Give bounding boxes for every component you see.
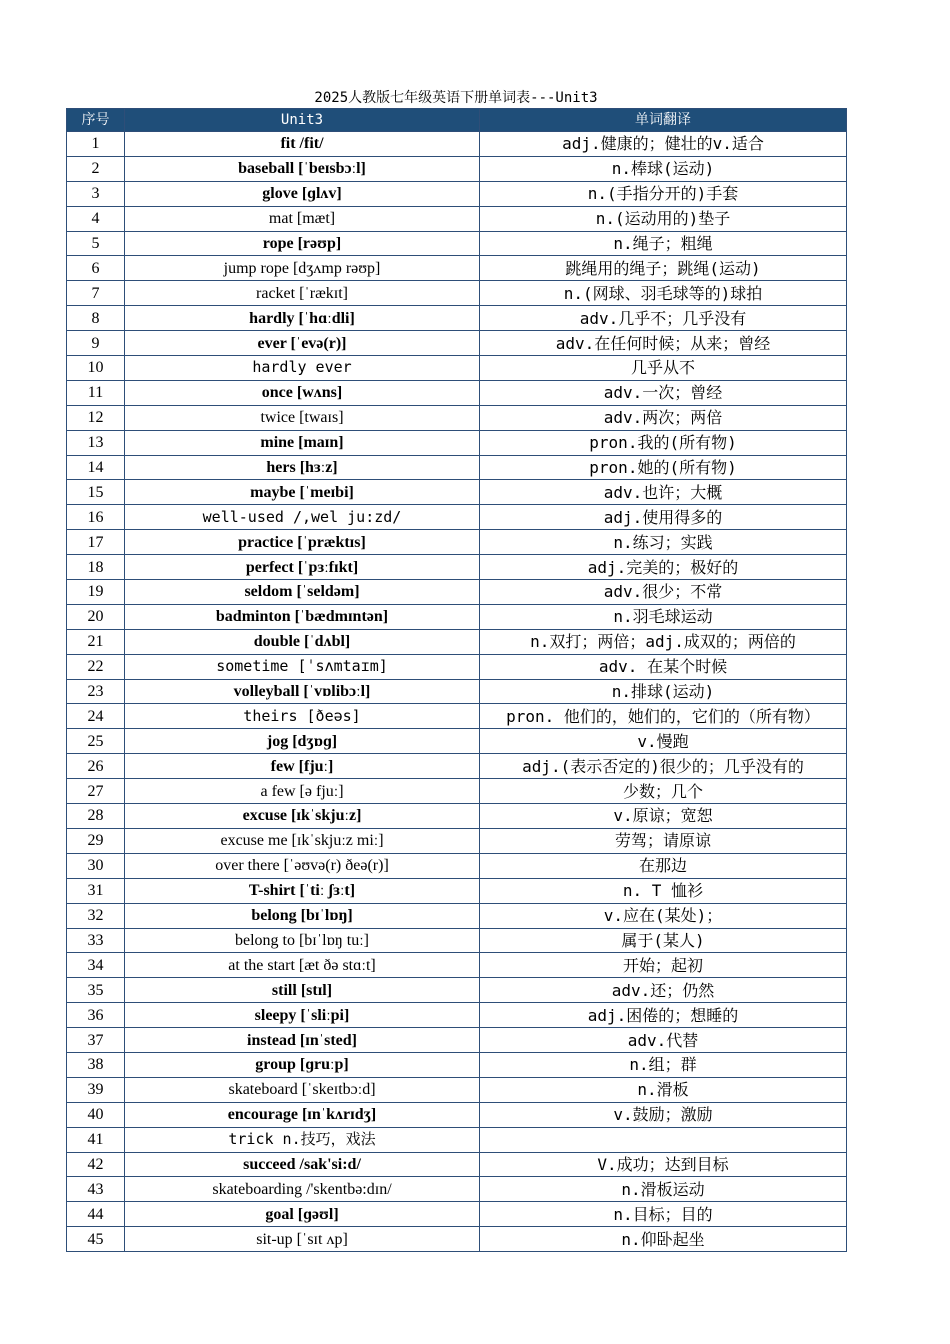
row-number: 18 — [67, 555, 125, 580]
row-meaning: adj.完美的；极好的 — [480, 555, 847, 580]
table-row — [67, 530, 847, 555]
table-row — [67, 1177, 847, 1202]
row-meaning: adv.很少；不常 — [480, 580, 847, 605]
row-word: still [stɪl] — [125, 978, 480, 1003]
table-row — [67, 1028, 847, 1053]
row-number: 25 — [67, 729, 125, 754]
row-number: 6 — [67, 256, 125, 281]
table-row — [67, 903, 847, 928]
table-row — [67, 654, 847, 679]
row-number: 24 — [67, 704, 125, 729]
row-word: sleepy [ˈsliːpi] — [125, 1003, 480, 1028]
row-number: 38 — [67, 1052, 125, 1077]
table-row — [67, 604, 847, 629]
table-row — [67, 430, 847, 455]
row-meaning: pron.她的(所有物) — [480, 455, 847, 480]
row-meaning: 跳绳用的绳子；跳绳(运动) — [480, 256, 847, 281]
row-number: 5 — [67, 231, 125, 256]
row-word: encourage [ɪnˈkʌrɪdʒ] — [125, 1102, 480, 1127]
table-row — [67, 1077, 847, 1102]
table-row — [67, 281, 847, 306]
row-meaning: 属于(某人) — [480, 928, 847, 953]
row-word: baseball [ˈbeɪsbɔːl] — [125, 156, 480, 181]
row-word: jump rope [dʒʌmp rəʊp] — [125, 256, 480, 281]
row-meaning: adj.(表示否定的)很少的；几乎没有的 — [480, 754, 847, 779]
row-meaning: adj.健康的；健壮的v.适合 — [480, 132, 847, 157]
table-row — [67, 206, 847, 231]
row-word: goal [ɡəʊl] — [125, 1202, 480, 1227]
row-meaning: v.慢跑 — [480, 729, 847, 754]
table-row — [67, 380, 847, 405]
row-word: excuse me [ɪkˈskjuːz miː] — [125, 828, 480, 853]
row-word: once [wʌns] — [125, 380, 480, 405]
row-meaning: n.(手指分开的)手套 — [480, 181, 847, 206]
row-number: 21 — [67, 629, 125, 654]
row-meaning: v.应在(某处)； — [480, 903, 847, 928]
row-number: 45 — [67, 1227, 125, 1252]
row-word: a few [ə fjuː] — [125, 779, 480, 804]
table-row — [67, 1003, 847, 1028]
row-word: hardly ever — [125, 356, 480, 381]
row-meaning: n.羽毛球运动 — [480, 604, 847, 629]
row-meaning — [480, 1127, 847, 1152]
page-title: 2025人教版七年级英语下册单词表---Unit3 — [314, 90, 598, 106]
row-meaning: n.(运动用的)垫子 — [480, 206, 847, 231]
row-number: 30 — [67, 853, 125, 878]
row-meaning: n.绳子；粗绳 — [480, 231, 847, 256]
table-row — [67, 828, 847, 853]
row-word: belong to [bɪˈlɒŋ tuː] — [125, 928, 480, 953]
row-number: 4 — [67, 206, 125, 231]
table-row — [67, 953, 847, 978]
row-word: maybe [ˈmeɪbi] — [125, 480, 480, 505]
row-word: twice [twaɪs] — [125, 405, 480, 430]
row-meaning: 开始；起初 — [480, 953, 847, 978]
row-meaning: n.双打；两倍；adj.成双的；两倍的 — [480, 629, 847, 654]
row-number: 9 — [67, 331, 125, 356]
table-row — [67, 754, 847, 779]
row-word: double [ˈdʌbl] — [125, 629, 480, 654]
table-row — [67, 804, 847, 829]
table-row — [67, 629, 847, 654]
row-number: 33 — [67, 928, 125, 953]
row-number: 19 — [67, 580, 125, 605]
table-row — [67, 455, 847, 480]
row-meaning: n.滑板运动 — [480, 1177, 847, 1202]
row-meaning: n.排球(运动) — [480, 679, 847, 704]
table-row — [67, 1152, 847, 1177]
row-word: over there [ˈəʊvə(r) ðeə(r)] — [125, 853, 480, 878]
table-row — [67, 480, 847, 505]
row-word: instead [ɪnˈsted] — [125, 1028, 480, 1053]
row-number: 20 — [67, 604, 125, 629]
row-meaning: 几乎从不 — [480, 356, 847, 381]
table-row — [67, 1052, 847, 1077]
table-row — [67, 779, 847, 804]
row-word: sometime [ˈsʌmtaɪm] — [125, 654, 480, 679]
row-meaning: pron.我的(所有物) — [480, 430, 847, 455]
row-number: 35 — [67, 978, 125, 1003]
row-word: fit /fit/ — [125, 132, 480, 157]
row-number: 44 — [67, 1202, 125, 1227]
row-word: volleyball [ˈvɒlibɔːl] — [125, 679, 480, 704]
table-row — [67, 704, 847, 729]
table-row — [67, 853, 847, 878]
row-meaning: adv.几乎不；几乎没有 — [480, 306, 847, 331]
row-number: 1 — [67, 132, 125, 157]
table-row — [67, 729, 847, 754]
row-meaning: adv.在任何时候；从来；曾经 — [480, 331, 847, 356]
table-row — [67, 555, 847, 580]
row-word: racket [ˈrækɪt] — [125, 281, 480, 306]
table-row — [67, 679, 847, 704]
row-meaning: n.目标；目的 — [480, 1202, 847, 1227]
row-number: 31 — [67, 878, 125, 903]
table-row — [67, 156, 847, 181]
row-meaning: v.鼓励；激励 — [480, 1102, 847, 1127]
row-word: group [ɡruːp] — [125, 1052, 480, 1077]
row-meaning: n.棒球(运动) — [480, 156, 847, 181]
row-number: 37 — [67, 1028, 125, 1053]
table-row — [67, 580, 847, 605]
row-meaning: adv.也许；大概 — [480, 480, 847, 505]
row-word: trick n.技巧，戏法 — [125, 1127, 480, 1152]
table-body — [67, 132, 847, 1252]
row-word: theirs [ðeəs] — [125, 704, 480, 729]
row-meaning: adj.使用得多的 — [480, 505, 847, 530]
row-number: 17 — [67, 530, 125, 555]
header-meaning: 单词翻译 — [480, 109, 847, 132]
row-meaning: 少数；几个 — [480, 779, 847, 804]
table-row — [67, 878, 847, 903]
row-number: 28 — [67, 804, 125, 829]
vocabulary-table — [66, 108, 847, 1252]
row-meaning: n.练习；实践 — [480, 530, 847, 555]
row-number: 22 — [67, 654, 125, 679]
row-number: 27 — [67, 779, 125, 804]
row-meaning: n.组；群 — [480, 1052, 847, 1077]
row-meaning: V.成功；达到目标 — [480, 1152, 847, 1177]
row-word: excuse [ɪkˈskjuːz] — [125, 804, 480, 829]
row-number: 36 — [67, 1003, 125, 1028]
row-meaning: adv. 在某个时候 — [480, 654, 847, 679]
row-number: 29 — [67, 828, 125, 853]
row-word: few [fjuː] — [125, 754, 480, 779]
table-row — [67, 231, 847, 256]
table-header-row — [67, 109, 847, 132]
table-row — [67, 1202, 847, 1227]
row-word: hers [hɜːz] — [125, 455, 480, 480]
row-word: seldom [ˈseldəm] — [125, 580, 480, 605]
row-number: 12 — [67, 405, 125, 430]
row-word: hardly [ˈhɑːdli] — [125, 306, 480, 331]
row-meaning: v.原谅；宽恕 — [480, 804, 847, 829]
row-word: practice [ˈpræktɪs] — [125, 530, 480, 555]
row-number: 39 — [67, 1077, 125, 1102]
row-number: 2 — [67, 156, 125, 181]
row-meaning: 劳驾；请原谅 — [480, 828, 847, 853]
row-word: glove [ɡlʌv] — [125, 181, 480, 206]
row-meaning: n.仰卧起坐 — [480, 1227, 847, 1252]
row-number: 32 — [67, 903, 125, 928]
row-word: perfect [ˈpɜːfɪkt] — [125, 555, 480, 580]
row-number: 41 — [67, 1127, 125, 1152]
table-row — [67, 181, 847, 206]
row-word: mat [mæt] — [125, 206, 480, 231]
table-row — [67, 505, 847, 530]
row-meaning: adv.代替 — [480, 1028, 847, 1053]
table-row — [67, 331, 847, 356]
row-number: 16 — [67, 505, 125, 530]
row-word: at the start [æt ðə stɑːt] — [125, 953, 480, 978]
row-meaning: 在那边 — [480, 853, 847, 878]
row-number: 3 — [67, 181, 125, 206]
table-row — [67, 1102, 847, 1127]
table-row — [67, 306, 847, 331]
row-number: 10 — [67, 356, 125, 381]
row-number: 26 — [67, 754, 125, 779]
row-number: 14 — [67, 455, 125, 480]
row-word: T-shirt [ˈtiː ʃɜːt] — [125, 878, 480, 903]
row-number: 34 — [67, 953, 125, 978]
row-meaning: n.滑板 — [480, 1077, 847, 1102]
row-word: well-used /,wel ju:zd/ — [125, 505, 480, 530]
row-number: 43 — [67, 1177, 125, 1202]
row-meaning: adv.还；仍然 — [480, 978, 847, 1003]
row-number: 40 — [67, 1102, 125, 1127]
row-word: ever [ˈevə(r)] — [125, 331, 480, 356]
row-number: 8 — [67, 306, 125, 331]
row-word: jog [dʒɒɡ] — [125, 729, 480, 754]
table-row — [67, 132, 847, 157]
row-meaning: adv.一次；曾经 — [480, 380, 847, 405]
row-number: 15 — [67, 480, 125, 505]
row-number: 13 — [67, 430, 125, 455]
row-word: skateboarding /'skentbə:dɪn/ — [125, 1177, 480, 1202]
row-word: rope [rəʊp] — [125, 231, 480, 256]
row-word: skateboard [ˈskeɪtbɔːd] — [125, 1077, 480, 1102]
table-row — [67, 928, 847, 953]
row-meaning: n.(网球、羽毛球等的)球拍 — [480, 281, 847, 306]
row-word: badminton [ˈbædmɪntən] — [125, 604, 480, 629]
row-meaning: adv.两次；两倍 — [480, 405, 847, 430]
row-number: 23 — [67, 679, 125, 704]
row-word: succeed /sak'si:d/ — [125, 1152, 480, 1177]
row-word: belong [bɪˈlɒŋ] — [125, 903, 480, 928]
row-meaning: adj.困倦的；想睡的 — [480, 1003, 847, 1028]
header-number: 序号 — [67, 109, 125, 132]
row-number: 7 — [67, 281, 125, 306]
row-number: 42 — [67, 1152, 125, 1177]
row-meaning: pron. 他们的，她们的，它们的（所有物） — [480, 704, 847, 729]
header-word: Unit3 — [125, 109, 480, 132]
row-meaning: n. T 恤衫 — [480, 878, 847, 903]
row-word: mine [maɪn] — [125, 430, 480, 455]
table-row — [67, 1127, 847, 1152]
table-row — [67, 978, 847, 1003]
row-word: sit-up [ˈsɪt ʌp] — [125, 1227, 480, 1252]
table-row — [67, 405, 847, 430]
table-row — [67, 356, 847, 381]
row-number: 11 — [67, 380, 125, 405]
table-row — [67, 1227, 847, 1252]
table-row — [67, 256, 847, 281]
